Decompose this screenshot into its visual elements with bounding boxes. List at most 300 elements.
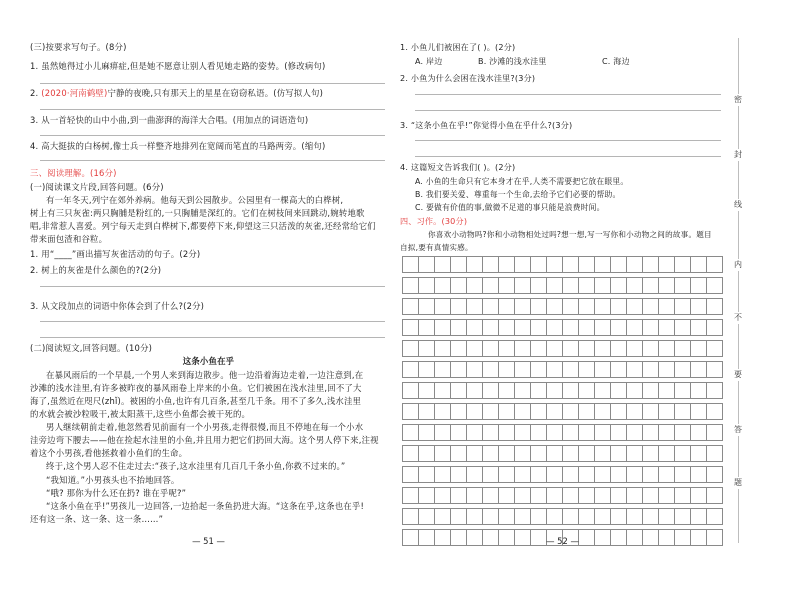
story-line: 还有这一条、这一条、这一条……”	[30, 514, 164, 524]
writing-grid-cell	[403, 256, 419, 273]
writing-grid-cell	[707, 277, 723, 294]
writing-grid-cell	[419, 277, 435, 294]
writing-grid-cell	[499, 466, 515, 483]
writing-grid-cell	[531, 487, 547, 504]
writing-grid-cell	[627, 403, 643, 420]
writing-grid-cell	[595, 256, 611, 273]
writing-grid-cell	[515, 340, 531, 357]
writing-grid-cell	[595, 319, 611, 336]
writing-grid-cell	[451, 382, 467, 399]
writing-grid-cell	[691, 487, 707, 504]
writing-grid-row	[402, 277, 723, 294]
writing-grid-cell	[675, 487, 691, 504]
writing-grid-cell	[483, 256, 499, 273]
answer-line	[40, 135, 385, 136]
writing-grid-cell	[563, 403, 579, 420]
writing-grid-cell	[579, 403, 595, 420]
writing-grid-cell	[483, 403, 499, 420]
seal-char: 封	[731, 149, 745, 161]
writing-grid-row	[402, 382, 723, 399]
writing-prompt-line: 自拟,要有真情实感。	[400, 243, 473, 252]
writing-grid	[402, 256, 723, 550]
writing-grid-cell	[483, 319, 499, 336]
writing-grid-cell	[467, 466, 483, 483]
writing-grid-cell	[643, 487, 659, 504]
writing-grid-cell	[419, 298, 435, 315]
writing-grid-cell	[547, 277, 563, 294]
writing-grid-cell	[659, 403, 675, 420]
writing-grid-cell	[547, 256, 563, 273]
writing-grid-cell	[563, 256, 579, 273]
writing-grid-cell	[451, 319, 467, 336]
writing-grid-cell	[659, 340, 675, 357]
writing-grid-cell	[531, 466, 547, 483]
writing-grid-cell	[547, 403, 563, 420]
writing-grid-cell	[627, 445, 643, 462]
writing-grid-cell	[499, 277, 515, 294]
writing-grid-cell	[531, 403, 547, 420]
writing-grid-cell	[403, 487, 419, 504]
writing-grid-cell	[691, 445, 707, 462]
writing-grid-row	[402, 256, 723, 273]
writing-grid-cell	[531, 382, 547, 399]
writing-grid-cell	[611, 382, 627, 399]
writing-grid-cell	[547, 445, 563, 462]
writing-grid-cell	[627, 466, 643, 483]
writing-grid-cell	[643, 508, 659, 525]
writing-grid-cell	[691, 277, 707, 294]
writing-grid-cell	[675, 382, 691, 399]
story-line: 在暴风雨后的一个早晨,一个男人来到海边散步。他一边沿着海边走着,一边注意到,在	[46, 370, 364, 380]
writing-grid-cell	[403, 277, 419, 294]
writing-grid-cell	[691, 508, 707, 525]
writing-grid-cell	[643, 403, 659, 420]
writing-grid-cell	[579, 256, 595, 273]
writing-grid-cell	[611, 424, 627, 441]
writing-grid-cell	[627, 256, 643, 273]
story-question-2: 2. 小鱼为什么会困在浅水洼里?(3分)	[400, 73, 536, 83]
writing-grid-cell	[435, 466, 451, 483]
writing-grid-cell	[531, 508, 547, 525]
writing-grid-cell	[467, 277, 483, 294]
writing-grid-cell	[547, 424, 563, 441]
writing-grid-cell	[611, 298, 627, 315]
writing-grid-cell	[467, 361, 483, 378]
writing-grid-cell	[515, 487, 531, 504]
writing-grid-cell	[643, 319, 659, 336]
reading-question-2: 2. 树上的灰雀是什么颜色的?(2分)	[30, 265, 162, 275]
writing-grid-row	[402, 487, 723, 504]
writing-grid-cell	[403, 508, 419, 525]
writing-grid-cell	[563, 361, 579, 378]
writing-grid-row	[402, 508, 723, 525]
writing-grid-cell	[643, 445, 659, 462]
writing-grid-cell	[563, 340, 579, 357]
writing-grid-cell	[595, 466, 611, 483]
reading-question-3: 3. 从文段加点的词语中你体会到了什么?(2分)	[30, 301, 205, 311]
writing-grid-cell	[627, 277, 643, 294]
writing-grid-cell	[435, 487, 451, 504]
option-a: A. 小鱼的生命只有它本身才在乎,人类不需要把它放在眼里。	[415, 177, 629, 186]
story-line: 的水就会被沙粒吸干,被太阳蒸干,这些小鱼都会被干死的。	[30, 409, 251, 419]
passage-line: 树上有三只灰雀:两只胸脯是粉红的,一只胸脯是深红的。它们在树枝间来回跳动,婉转地歌	[30, 208, 365, 218]
seal-char: 要	[731, 369, 745, 381]
writing-grid-cell	[403, 424, 419, 441]
writing-grid-cell	[627, 319, 643, 336]
writing-grid-cell	[675, 466, 691, 483]
writing-grid-cell	[467, 298, 483, 315]
option-b: B. 我们要关爱、尊重每一个生命,去给予它们必要的帮助。	[415, 190, 621, 199]
answer-line	[40, 337, 385, 338]
story-line: 海了,虽然近在咫尺(zhǐ)。被困的小鱼,也许有几百条,甚至几千条。用不了多久,浅水洼里	[30, 396, 362, 406]
writing-grid-cell	[643, 298, 659, 315]
writing-grid-cell	[499, 298, 515, 315]
option-a: A. 岸边	[415, 57, 443, 66]
writing-grid-cell	[531, 361, 547, 378]
writing-grid-cell	[675, 445, 691, 462]
writing-grid-cell	[611, 277, 627, 294]
writing-grid-cell	[515, 361, 531, 378]
writing-grid-cell	[499, 382, 515, 399]
writing-grid-cell	[579, 445, 595, 462]
answer-line	[40, 83, 385, 84]
reading-question-1: 1. 用“____”画出描写灰雀活动的句子。(2分)	[30, 249, 201, 259]
writing-grid-cell	[675, 256, 691, 273]
writing-grid-cell	[595, 424, 611, 441]
story-line: 洼旁边弯下腰去——他在捡起水洼里的小鱼,并且用力把它们扔回大海。这个男人停下来,注视	[30, 435, 379, 445]
writing-grid-cell	[563, 319, 579, 336]
writing-grid-cell	[435, 445, 451, 462]
writing-grid-cell	[499, 340, 515, 357]
answer-line	[40, 109, 385, 110]
writing-grid-cell	[435, 340, 451, 357]
writing-grid-cell	[659, 466, 675, 483]
item-text: 宁静的夜晚,只有那天上的星星在窃窃私语。(仿写拟人句)	[107, 88, 324, 98]
writing-grid-cell	[403, 403, 419, 420]
writing-grid-cell	[451, 277, 467, 294]
writing-grid-cell	[707, 256, 723, 273]
writing-prompt-line: 你喜欢小动物吗?你和小动物相处过吗?想一想,写一写你和小动物之间的故事。题目	[428, 230, 712, 239]
writing-grid-cell	[403, 340, 419, 357]
story-line: “哦? 那你为什么还在扔? 谁在乎呢?”	[46, 488, 187, 498]
writing-grid-cell	[403, 298, 419, 315]
writing-grid-cell	[563, 424, 579, 441]
writing-grid-cell	[627, 487, 643, 504]
writing-grid-cell	[563, 445, 579, 462]
writing-grid-cell	[419, 361, 435, 378]
writing-grid-cell	[579, 382, 595, 399]
writing-grid-cell	[451, 256, 467, 273]
writing-grid-cell	[691, 382, 707, 399]
writing-grid-cell	[611, 319, 627, 336]
writing-grid-cell	[611, 403, 627, 420]
writing-grid-cell	[707, 445, 723, 462]
writing-grid-cell	[611, 256, 627, 273]
writing-grid-cell	[483, 340, 499, 357]
writing-grid-cell	[675, 508, 691, 525]
sentence-item-2	[30, 87, 387, 99]
writing-grid-cell	[499, 445, 515, 462]
writing-grid-cell	[451, 403, 467, 420]
seal-char: 内	[731, 259, 745, 271]
seal-char: 不	[731, 312, 745, 324]
writing-grid-cell	[659, 487, 675, 504]
writing-grid-cell	[547, 361, 563, 378]
writing-grid-cell	[643, 277, 659, 294]
writing-grid-row	[402, 424, 723, 441]
writing-grid-cell	[483, 277, 499, 294]
writing-grid-cell	[563, 277, 579, 294]
writing-grid-cell	[595, 298, 611, 315]
writing-grid-cell	[515, 319, 531, 336]
writing-grid-cell	[595, 277, 611, 294]
writing-grid-cell	[483, 298, 499, 315]
writing-grid-cell	[531, 340, 547, 357]
writing-grid-cell	[435, 508, 451, 525]
writing-grid-cell	[499, 319, 515, 336]
writing-grid-cell	[595, 361, 611, 378]
page-number-right: — 52 —	[546, 536, 579, 546]
writing-grid-cell	[643, 256, 659, 273]
writing-grid-row	[402, 340, 723, 357]
writing-grid-cell	[499, 403, 515, 420]
writing-grid-cell	[419, 403, 435, 420]
writing-grid-cell	[419, 382, 435, 399]
answer-line	[415, 110, 721, 111]
writing-grid-cell	[691, 340, 707, 357]
writing-grid-cell	[627, 298, 643, 315]
writing-grid-cell	[531, 319, 547, 336]
writing-grid-cell	[435, 382, 451, 399]
writing-grid-cell	[483, 445, 499, 462]
writing-grid-cell	[563, 466, 579, 483]
writing-grid-cell	[467, 382, 483, 399]
writing-grid-cell	[515, 445, 531, 462]
story-line: “这条小鱼在乎!”男孩儿一边回答,一边拾起一条鱼扔进大海。“这条在乎,这条也在乎!	[46, 501, 365, 511]
writing-grid-cell	[435, 403, 451, 420]
writing-grid-cell	[451, 445, 467, 462]
story-question-4: 4. 这篇短文告诉我们( )。(2分)	[400, 162, 516, 172]
writing-grid-cell	[659, 361, 675, 378]
writing-grid-cell	[675, 298, 691, 315]
story-line: 沙滩的浅水洼里,有许多被昨夜的暴风雨卷上岸来的小鱼。它们被困在浅水洼里,回不了大	[30, 383, 362, 393]
writing-grid-cell	[467, 319, 483, 336]
writing-grid-row	[402, 466, 723, 483]
writing-grid-cell	[659, 424, 675, 441]
writing-grid-cell	[691, 298, 707, 315]
item-number: 2.	[30, 88, 42, 98]
writing-grid-cell	[675, 361, 691, 378]
writing-grid-cell	[419, 466, 435, 483]
answer-line	[40, 286, 385, 287]
seal-char: 题	[731, 477, 745, 489]
writing-grid-cell	[579, 340, 595, 357]
writing-grid-cell	[627, 361, 643, 378]
writing-grid-cell	[467, 508, 483, 525]
writing-grid-cell	[419, 508, 435, 525]
answer-line	[40, 321, 385, 322]
writing-grid-cell	[419, 319, 435, 336]
writing-grid-cell	[515, 298, 531, 315]
writing-grid-cell	[659, 508, 675, 525]
writing-grid-cell	[579, 277, 595, 294]
writing-grid-cell	[547, 382, 563, 399]
sentence-item-1: 1. 虽然她得过小儿麻痹症,但是她不愿意让别人看见她走路的姿势。(修改病句)	[30, 61, 326, 71]
writing-grid-cell	[467, 445, 483, 462]
writing-grid-cell	[643, 424, 659, 441]
writing-grid-cell	[675, 340, 691, 357]
writing-grid-cell	[403, 319, 419, 336]
writing-grid-cell	[643, 361, 659, 378]
writing-grid-cell	[531, 298, 547, 315]
writing-grid-cell	[499, 361, 515, 378]
writing-grid-cell	[707, 319, 723, 336]
writing-grid-cell	[707, 340, 723, 357]
writing-grid-cell	[579, 319, 595, 336]
story-question-1: 1. 小鱼儿们被困在了( )。(2分)	[400, 42, 516, 52]
writing-grid-cell	[579, 424, 595, 441]
writing-grid-cell	[691, 256, 707, 273]
story-line: 着这个小男孩,看他拯救着小鱼们的生命。	[30, 448, 188, 458]
writing-grid-cell	[451, 487, 467, 504]
writing-grid-cell	[531, 424, 547, 441]
writing-grid-cell	[691, 319, 707, 336]
option-c: C. 要做有价值的事,做微不足道的事只能是浪费时间。	[415, 203, 605, 212]
writing-grid-cell	[403, 361, 419, 378]
seal-char: 密	[731, 94, 745, 106]
writing-grid-cell	[707, 403, 723, 420]
writing-grid-cell	[627, 508, 643, 525]
writing-grid-cell	[707, 298, 723, 315]
writing-grid-cell	[531, 445, 547, 462]
writing-grid-row	[402, 403, 723, 420]
writing-grid-cell	[451, 508, 467, 525]
writing-grid-cell	[627, 340, 643, 357]
writing-grid-row	[402, 361, 723, 378]
writing-grid-cell	[563, 298, 579, 315]
writing-grid-cell	[707, 508, 723, 525]
writing-grid-cell	[579, 487, 595, 504]
writing-grid-cell	[419, 445, 435, 462]
reading-part1-heading: (一)阅读课文片段,回答问题。(6分)	[30, 182, 164, 192]
writing-grid-cell	[435, 361, 451, 378]
writing-grid-cell	[611, 466, 627, 483]
writing-grid-cell	[419, 256, 435, 273]
writing-grid-cell	[515, 424, 531, 441]
writing-grid-cell	[499, 508, 515, 525]
writing-grid-cell	[547, 508, 563, 525]
writing-grid-cell	[547, 487, 563, 504]
writing-grid-cell	[643, 466, 659, 483]
passage-line: 唱,非常惹人喜爱。列宁每天走到白桦树下,都要停下来,仰望这三只活泼的灰雀,还经常给它们	[30, 221, 376, 231]
writing-grid-cell	[499, 424, 515, 441]
writing-grid-cell	[483, 424, 499, 441]
writing-grid-cell	[483, 466, 499, 483]
writing-grid-cell	[595, 403, 611, 420]
writing-grid-cell	[643, 340, 659, 357]
seal-char: 线	[731, 199, 745, 211]
writing-grid-cell	[467, 340, 483, 357]
writing-grid-cell	[515, 382, 531, 399]
writing-grid-cell	[579, 361, 595, 378]
writing-grid-cell	[579, 298, 595, 315]
writing-grid-cell	[707, 382, 723, 399]
writing-grid-cell	[691, 424, 707, 441]
passage-line: 有一年冬天,列宁在郊外养病。他每天到公园散步。公园里有一棵高大的白桦树,	[46, 195, 344, 205]
writing-grid-cell	[611, 487, 627, 504]
reading-section-heading: 三、阅读理解。(16分)	[30, 168, 117, 178]
writing-grid-cell	[451, 424, 467, 441]
writing-grid-cell	[419, 424, 435, 441]
writing-grid-cell	[627, 382, 643, 399]
writing-grid-cell	[451, 298, 467, 315]
writing-grid-cell	[547, 466, 563, 483]
writing-grid-cell	[659, 256, 675, 273]
writing-grid-cell	[659, 298, 675, 315]
writing-grid-cell	[467, 403, 483, 420]
writing-grid-cell	[467, 424, 483, 441]
answer-line	[415, 156, 721, 157]
writing-grid-cell	[707, 487, 723, 504]
writing-grid-cell	[595, 487, 611, 504]
writing-grid-cell	[611, 445, 627, 462]
writing-grid-cell	[579, 508, 595, 525]
writing-grid-cell	[563, 508, 579, 525]
seal-char: 答	[731, 424, 745, 436]
writing-grid-cell	[499, 256, 515, 273]
writing-grid-cell	[659, 445, 675, 462]
story-title: 这条小鱼在乎	[182, 356, 235, 366]
option-b: B. 沙滩的浅水洼里	[478, 57, 547, 66]
passage-line: 带来面包渣和谷粒。	[30, 234, 108, 244]
writing-grid-cell	[483, 382, 499, 399]
writing-grid-row	[402, 298, 723, 315]
writing-grid-cell	[515, 508, 531, 525]
writing-grid-cell	[595, 382, 611, 399]
writing-grid-cell	[691, 466, 707, 483]
writing-grid-cell	[707, 424, 723, 441]
writing-grid-cell	[403, 382, 419, 399]
writing-grid-cell	[675, 424, 691, 441]
answer-line	[415, 94, 721, 95]
story-line: 终于,这个男人忍不住走过去:“孩子,这水洼里有几百几千条小鱼,你救不过来的。”	[46, 461, 346, 471]
writing-grid-cell	[611, 361, 627, 378]
writing-grid-cell	[483, 361, 499, 378]
source-tag: (2020·河南鹤壁)	[41, 88, 108, 98]
writing-grid-cell	[675, 403, 691, 420]
writing-grid-cell	[515, 256, 531, 273]
answer-line	[40, 160, 385, 161]
option-c: C. 海边	[602, 57, 630, 66]
seal-line	[738, 38, 739, 543]
writing-grid-cell	[531, 256, 547, 273]
writing-grid-cell	[547, 298, 563, 315]
writing-grid-cell	[643, 382, 659, 399]
writing-grid-cell	[531, 277, 547, 294]
writing-grid-cell	[419, 487, 435, 504]
writing-section-heading: 四、习作。(30分)	[400, 216, 468, 226]
writing-grid-cell	[691, 403, 707, 420]
writing-grid-cell	[515, 277, 531, 294]
writing-grid-cell	[627, 424, 643, 441]
writing-grid-cell	[435, 298, 451, 315]
writing-grid-cell	[483, 487, 499, 504]
writing-grid-cell	[579, 466, 595, 483]
writing-grid-cell	[595, 445, 611, 462]
writing-grid-cell	[467, 487, 483, 504]
writing-grid-cell	[403, 466, 419, 483]
writing-grid-cell	[595, 508, 611, 525]
